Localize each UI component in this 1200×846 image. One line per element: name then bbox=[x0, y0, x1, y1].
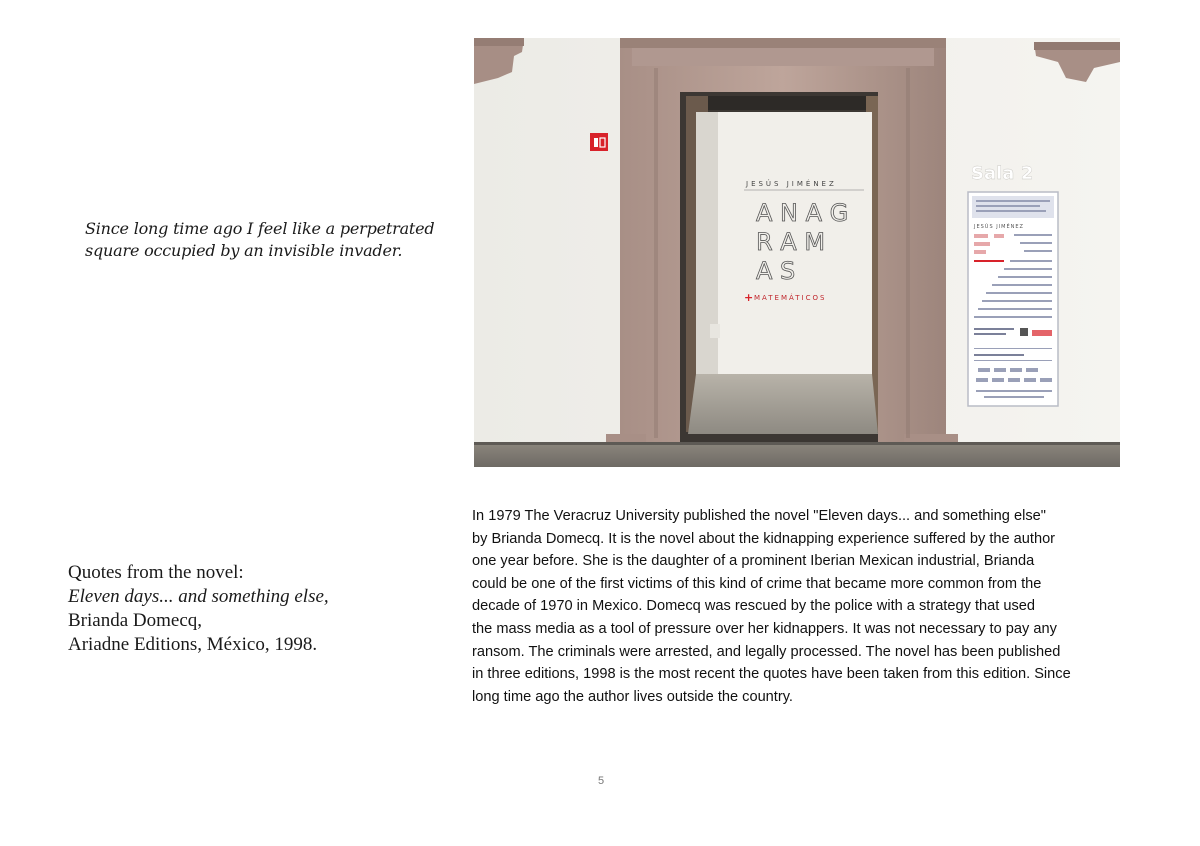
body-line: decade of 1970 in Mexico. Domecq was rescued by the police with a strategy that used bbox=[472, 598, 1035, 615]
wall-title-line: R A M bbox=[756, 228, 826, 256]
citation-block bbox=[68, 561, 428, 657]
poster-header: JESÚS JIMÉNEZ bbox=[974, 224, 1024, 230]
wall-artist-name: JESÚS JIMÉNEZ bbox=[746, 180, 837, 188]
sidewalk bbox=[474, 442, 1120, 467]
epigraph-quote bbox=[85, 218, 445, 262]
body-line: one year before. She is the daughter of a prominent Iberian Mexican industrial, Brianda bbox=[472, 553, 1035, 570]
exit-sign-icon bbox=[590, 133, 608, 151]
gallery-entrance-photo bbox=[474, 38, 1120, 467]
body-line: by Brianda Domecq. It is the novel about the kidnapping experience suffered by the author bbox=[472, 530, 1056, 547]
body-line: the mass media as a tool of pressure over her kidnappers. It was not necessary to pay any bbox=[472, 620, 1057, 637]
body-line: could be one of the first victims of this kind of crime that became more common from the bbox=[472, 575, 1042, 592]
citation-publisher: Ariadne Editions, México, 1998. bbox=[68, 634, 318, 655]
wall-title-line: A S bbox=[756, 257, 796, 285]
body-line: ransom. The criminals were arrested, and legally processed. The novel has been published bbox=[472, 643, 1061, 660]
wall-subtitle: MATEMÁTICOS bbox=[754, 294, 827, 302]
citation-line: Quotes from the novel: bbox=[68, 562, 244, 583]
quote-line: Since long time ago I feel like a perpetrated bbox=[85, 219, 435, 238]
citation-author: Brianda Domecq, bbox=[68, 610, 203, 631]
body-line: in three editions, 1998 is the most recent the quotes have been taken from this edition. Since bbox=[472, 666, 1071, 683]
exhibition-poster bbox=[968, 192, 1058, 406]
wall-title-line: A N A G bbox=[756, 199, 849, 227]
body-line: In 1979 The Veracruz University published the novel "Eleven days... and something else" bbox=[472, 508, 1046, 524]
body-paragraph bbox=[472, 505, 1192, 708]
room-sign: Sala 2 bbox=[971, 163, 1034, 184]
body-line: long time ago the author lives outside the country. bbox=[472, 688, 793, 705]
page-number: 5 bbox=[598, 775, 605, 787]
citation-book-title: Eleven days... and something else, bbox=[68, 586, 329, 607]
plus-icon: + bbox=[744, 291, 754, 304]
quote-line: square occupied by an invisible invader. bbox=[85, 241, 403, 260]
